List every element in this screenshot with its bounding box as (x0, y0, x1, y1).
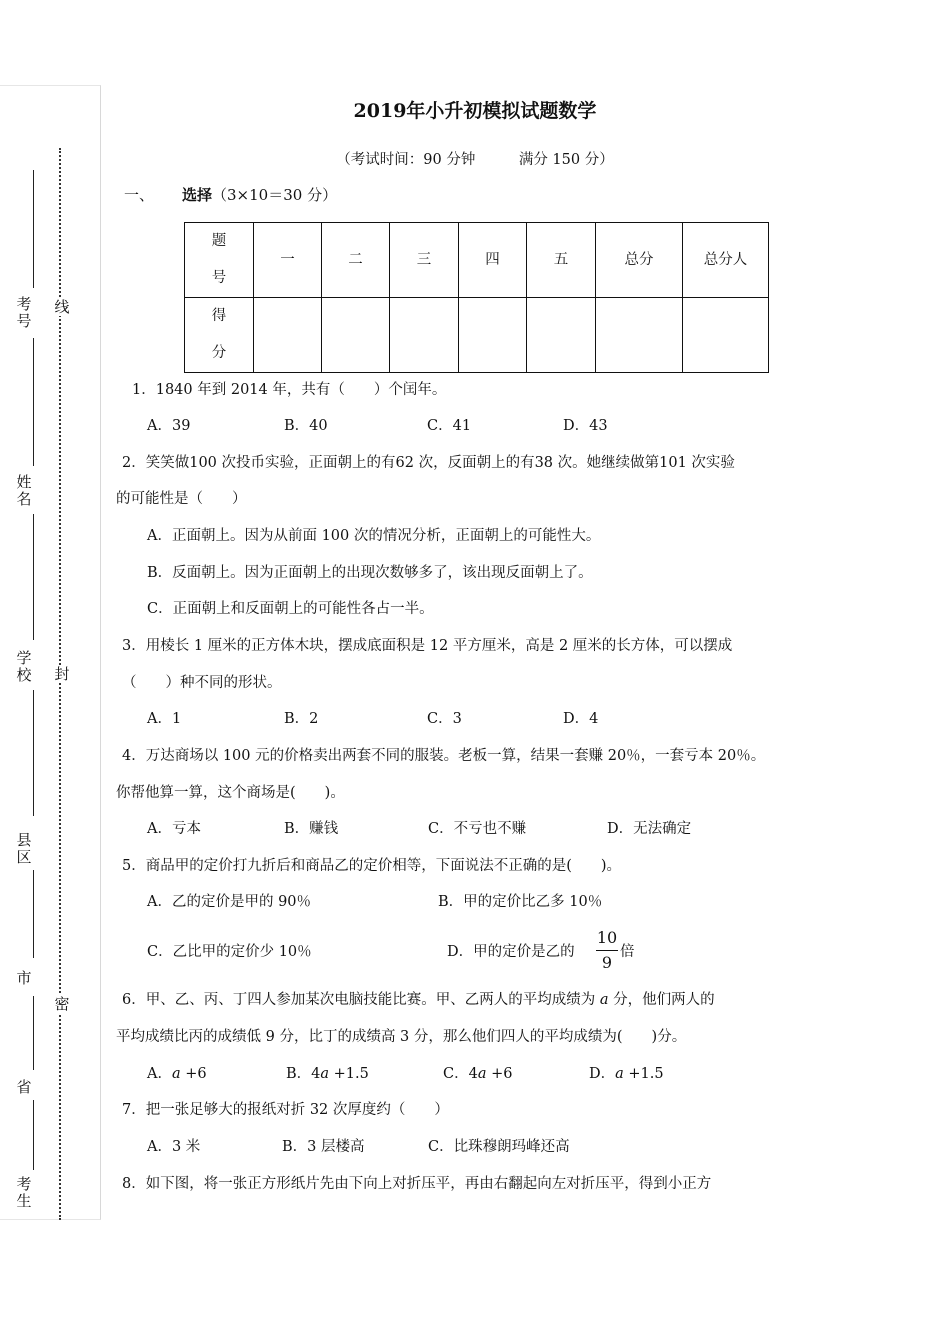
fraction-bar (596, 950, 618, 951)
q6-option-b: B．4a +1.5 (286, 1066, 369, 1082)
question-3-cont: （ ）种不同的形状。 (122, 675, 282, 691)
exam-info: （考试时间：90 分钟 满分 150 分） (336, 152, 614, 168)
field-label-province: 省 (16, 1078, 32, 1096)
question-8: 8．如下图，将一张正方形纸片先由下向上对折压平，再由右翻起向左对折压平，得到小正方 (122, 1176, 712, 1192)
q3-option-c: C．3 (427, 711, 462, 727)
seal-word-secret: 密 (52, 995, 72, 1013)
section-number: 一、 (124, 186, 155, 204)
seal-word-line: 线 (52, 298, 72, 316)
q4-option-d: D．无法确定 (607, 821, 692, 837)
fraction-ten-ninths (596, 928, 618, 973)
q2-option-b: B．反面朝上。因为正面朝上的出现次数够多了，该出现反面朝上了。 (147, 565, 593, 581)
q3-option-d: D．4 (563, 711, 599, 727)
field-line-exam-number (33, 170, 34, 288)
score-cell[interactable] (390, 298, 459, 373)
score-cell[interactable] (322, 298, 390, 373)
row-label-score: 得分 (185, 298, 254, 373)
fraction-denominator: 9 (601, 953, 613, 972)
q3-option-a: A．1 (147, 711, 182, 727)
field-line-school (33, 514, 34, 640)
header-cell: 一 (254, 223, 322, 298)
field-line-name (33, 338, 34, 466)
q7-option-b: B．3 层楼高 (282, 1139, 365, 1155)
question-7: 7．把一张足够大的报纸对折 32 次厚度约（ ） (122, 1102, 449, 1118)
header-cell: 三 (390, 223, 459, 298)
q3-option-b: B．2 (284, 711, 319, 727)
fraction-numerator: 10 (596, 928, 618, 947)
header-cell: 二 (322, 223, 390, 298)
field-line-city (33, 870, 34, 958)
q5-option-d-text: D．甲的定价是乙的 (447, 944, 575, 960)
q5-option-c: C．乙比甲的定价少 10％ (147, 944, 312, 960)
q7-option-c: C．比珠穆朗玛峰还高 (428, 1139, 570, 1155)
field-label-exam-number: 考号 (16, 295, 32, 330)
question-4-cont: 你帮他算一算，这个商场是( )。 (116, 785, 345, 801)
question-5: 5．商品甲的定价打九折后和商品乙的定价相等，下面说法不正确的是( )。 (122, 858, 622, 874)
field-line-province (33, 996, 34, 1070)
q1-option-d: D．43 (563, 418, 608, 434)
q1-option-c: C．41 (427, 418, 472, 434)
question-2-cont: 的可能性是（ ） (116, 491, 247, 507)
question-1: 1．1840 年到 2014 年，共有（ ）个闰年。 (132, 382, 447, 398)
question-6: 6．甲、乙、丙、丁四人参加某次电脑技能比赛。甲、乙两人的平均成绩为 a 分，他们两人的 (122, 992, 715, 1008)
header-cell: 总分人 (683, 223, 769, 298)
q4-option-c: C．不亏也不赚 (428, 821, 527, 837)
q6-option-a: A．a +6 (147, 1066, 207, 1082)
field-label-name: 姓名 (16, 473, 32, 508)
field-label-city: 市 (16, 969, 32, 987)
header-cell-question-number: 题号 (185, 223, 254, 298)
question-6-cont: 平均成绩比丙的成绩低 9 分，比丁的成绩高 3 分，那么他们四人的平均成绩为( )分。 (116, 1029, 687, 1045)
header-cell: 总分 (596, 223, 683, 298)
q7-option-a: A．3 米 (147, 1139, 201, 1155)
question-2: 2．笑笑做100 次投币实验，正面朝上的有62 次，反面朝上的有38 次。她继续做第101 次实验 (122, 455, 735, 471)
score-cell[interactable] (527, 298, 596, 373)
q1-option-a: A．39 (147, 418, 191, 434)
score-cell[interactable] (459, 298, 527, 373)
section-heading (124, 184, 337, 205)
q5-option-a: A．乙的定价是甲的 90％ (147, 894, 312, 910)
field-line-county (33, 690, 34, 816)
field-label-school: 学校 (16, 649, 32, 684)
q4-option-b: B．赚钱 (284, 821, 339, 837)
page-title: 2019年小升初模拟试题数学 (353, 100, 597, 122)
field-label-county: 县区 (16, 831, 32, 866)
q1-option-b: B．40 (284, 418, 328, 434)
field-line-examinee (33, 1100, 34, 1170)
seal-word-seal: 封 (52, 665, 72, 683)
score-table (184, 222, 769, 373)
score-cell[interactable] (683, 298, 769, 373)
header-cell: 五 (527, 223, 596, 298)
q2-option-a: A．正面朝上。因为从前面 100 次的情况分析，正面朝上的可能性大。 (147, 528, 601, 544)
variable-a: a (599, 992, 609, 1008)
section-name: 选择 (182, 186, 213, 204)
q5-option-d (447, 942, 575, 962)
q5-option-b: B．甲的定价比乙多 10％ (438, 894, 603, 910)
field-label-examinee: 考生 (16, 1175, 32, 1210)
q5-option-d-suffix: 倍 (620, 944, 635, 960)
question-4: 4．万达商场以 100 元的价格卖出两套不同的服装。老板一算，结果一套赚 20％，一套亏本 20％。 (122, 748, 766, 764)
score-cell[interactable] (254, 298, 322, 373)
q6-option-c: C．4a +6 (443, 1066, 513, 1082)
q4-option-a: A．亏本 (147, 821, 201, 837)
section-detail: （3×10＝30 分） (212, 186, 338, 204)
q6-option-d: D．a +1.5 (589, 1066, 664, 1082)
header-cell: 四 (459, 223, 527, 298)
question-3: 3．用棱长 1 厘米的正方体木块，摆成底面积是 12 平方厘米，高是 2 厘米的长方体，可以摆成 (122, 638, 733, 654)
q2-option-c: C．正面朝上和反面朝上的可能性各占一半。 (147, 601, 434, 617)
score-cell[interactable] (596, 298, 683, 373)
